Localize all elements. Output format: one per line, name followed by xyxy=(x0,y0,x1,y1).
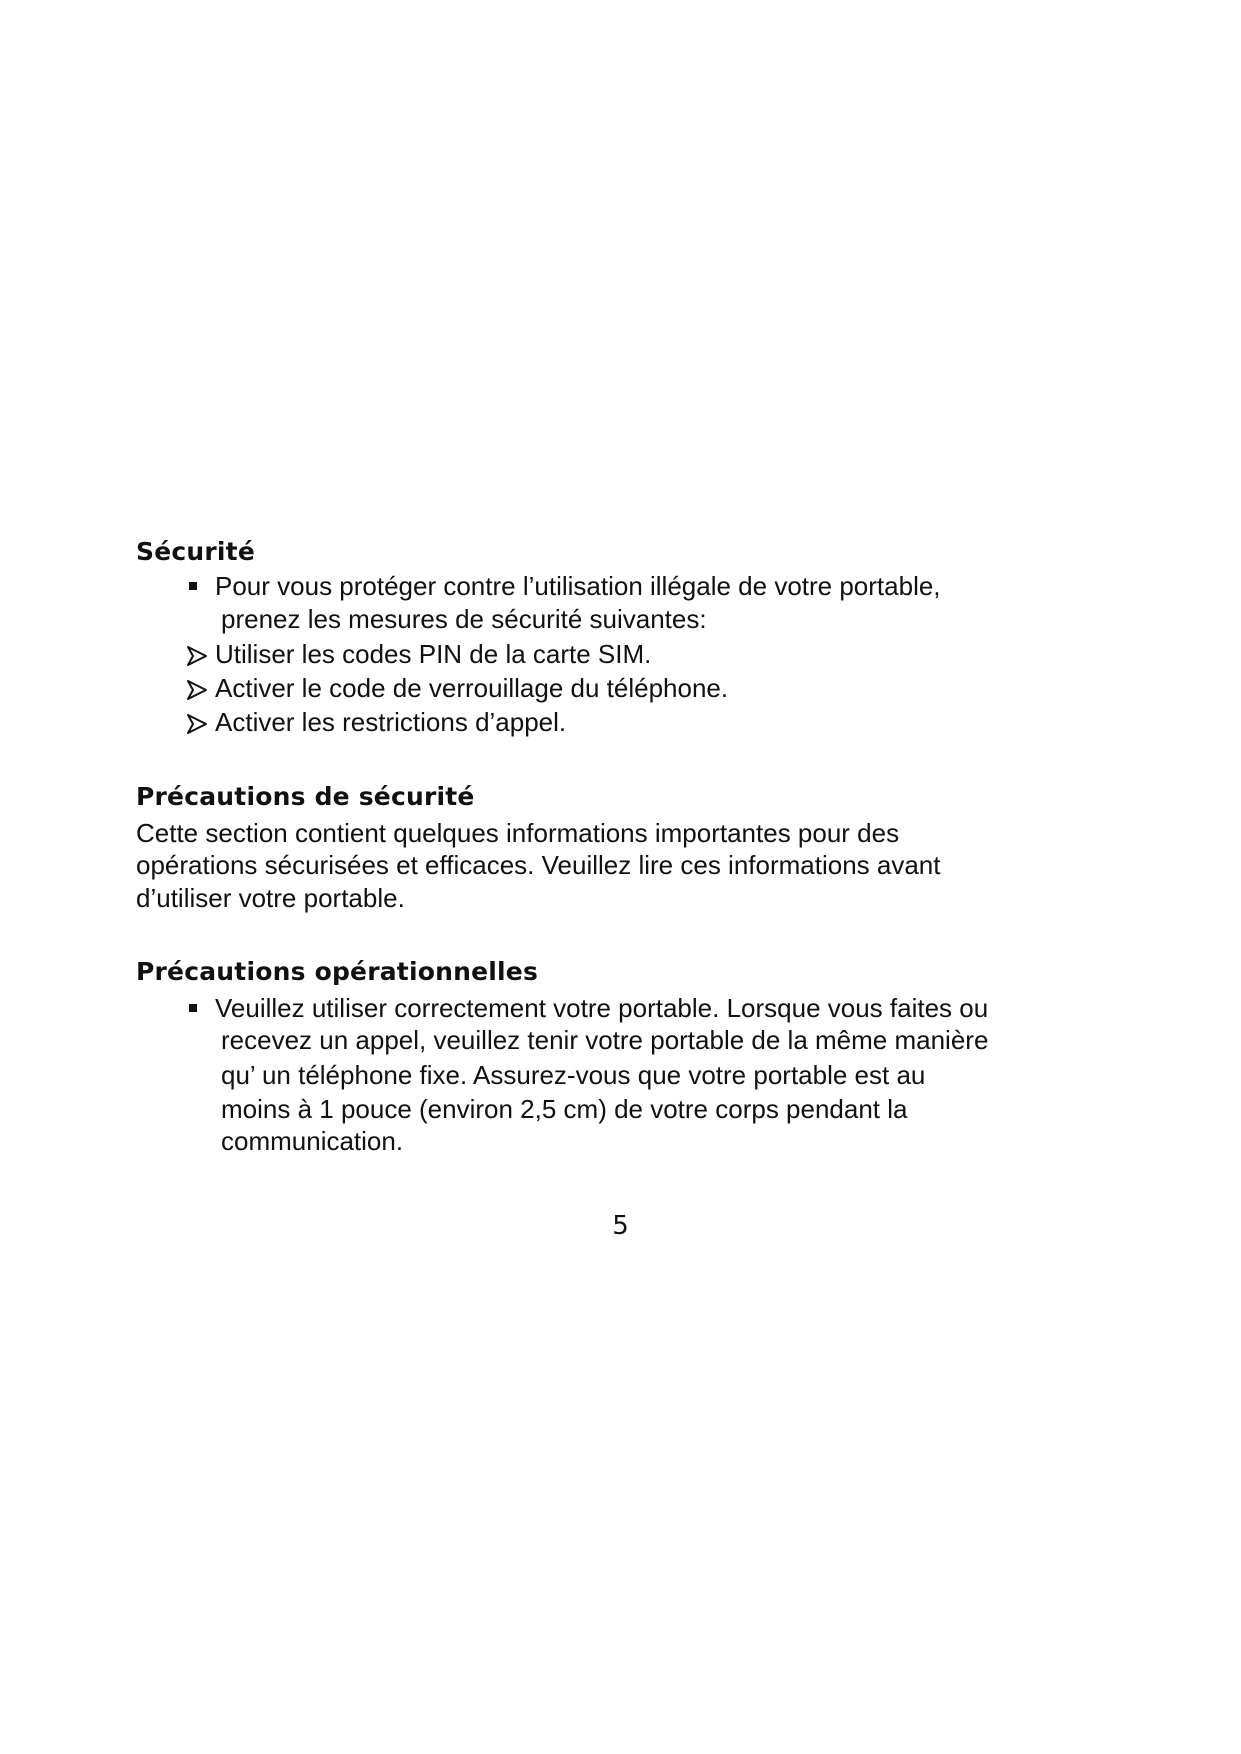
securite-bullet-line-1: Pour vous protéger contre l’utilisation illégale de votre portable, xyxy=(215,571,941,601)
precautions-securite-line-3: d’utiliser votre portable. xyxy=(136,883,405,913)
arrowhead-bullet-icon xyxy=(186,713,208,735)
precautions-securite-line-1: Cette section contient quelques informations importantes pour des xyxy=(136,818,900,848)
heading-precautions-securite: Précautions de sécurité xyxy=(136,782,475,811)
heading-securite: Sécurité xyxy=(136,537,255,566)
square-bullet-icon xyxy=(189,1004,197,1012)
operationnelles-line-2: recevez un appel, veuillez tenir votre portable de la même manière xyxy=(221,1025,989,1055)
operationnelles-line-4: moins à 1 pouce (environ 2,5 cm) de votre corps pendant la xyxy=(221,1094,908,1124)
arrow-item-1: Utiliser les codes PIN de la carte SIM. xyxy=(215,639,652,669)
securite-bullet-line-2: prenez les mesures de sécurité suivantes: xyxy=(221,604,707,634)
square-bullet-icon xyxy=(189,582,197,590)
heading-precautions-operationnelles: Précautions opérationnelles xyxy=(136,957,539,986)
operationnelles-line-1: Veuillez utiliser correctement votre portable. Lorsque vous faites ou xyxy=(215,993,989,1023)
page-number: 5 xyxy=(612,1211,629,1241)
arrowhead-bullet-icon xyxy=(186,645,208,667)
operationnelles-line-5: communication. xyxy=(221,1126,404,1156)
operationnelles-line-3: qu’ un téléphone fixe. Assurez-vous que votre portable est au xyxy=(221,1060,926,1090)
arrow-item-3: Activer les restrictions d’appel. xyxy=(215,707,567,737)
arrow-item-2: Activer le code de verrouillage du téléphone. xyxy=(215,673,729,703)
arrowhead-bullet-icon xyxy=(186,679,208,701)
precautions-securite-line-2: opérations sécurisées et efficaces. Veuillez lire ces informations avant xyxy=(136,850,941,880)
